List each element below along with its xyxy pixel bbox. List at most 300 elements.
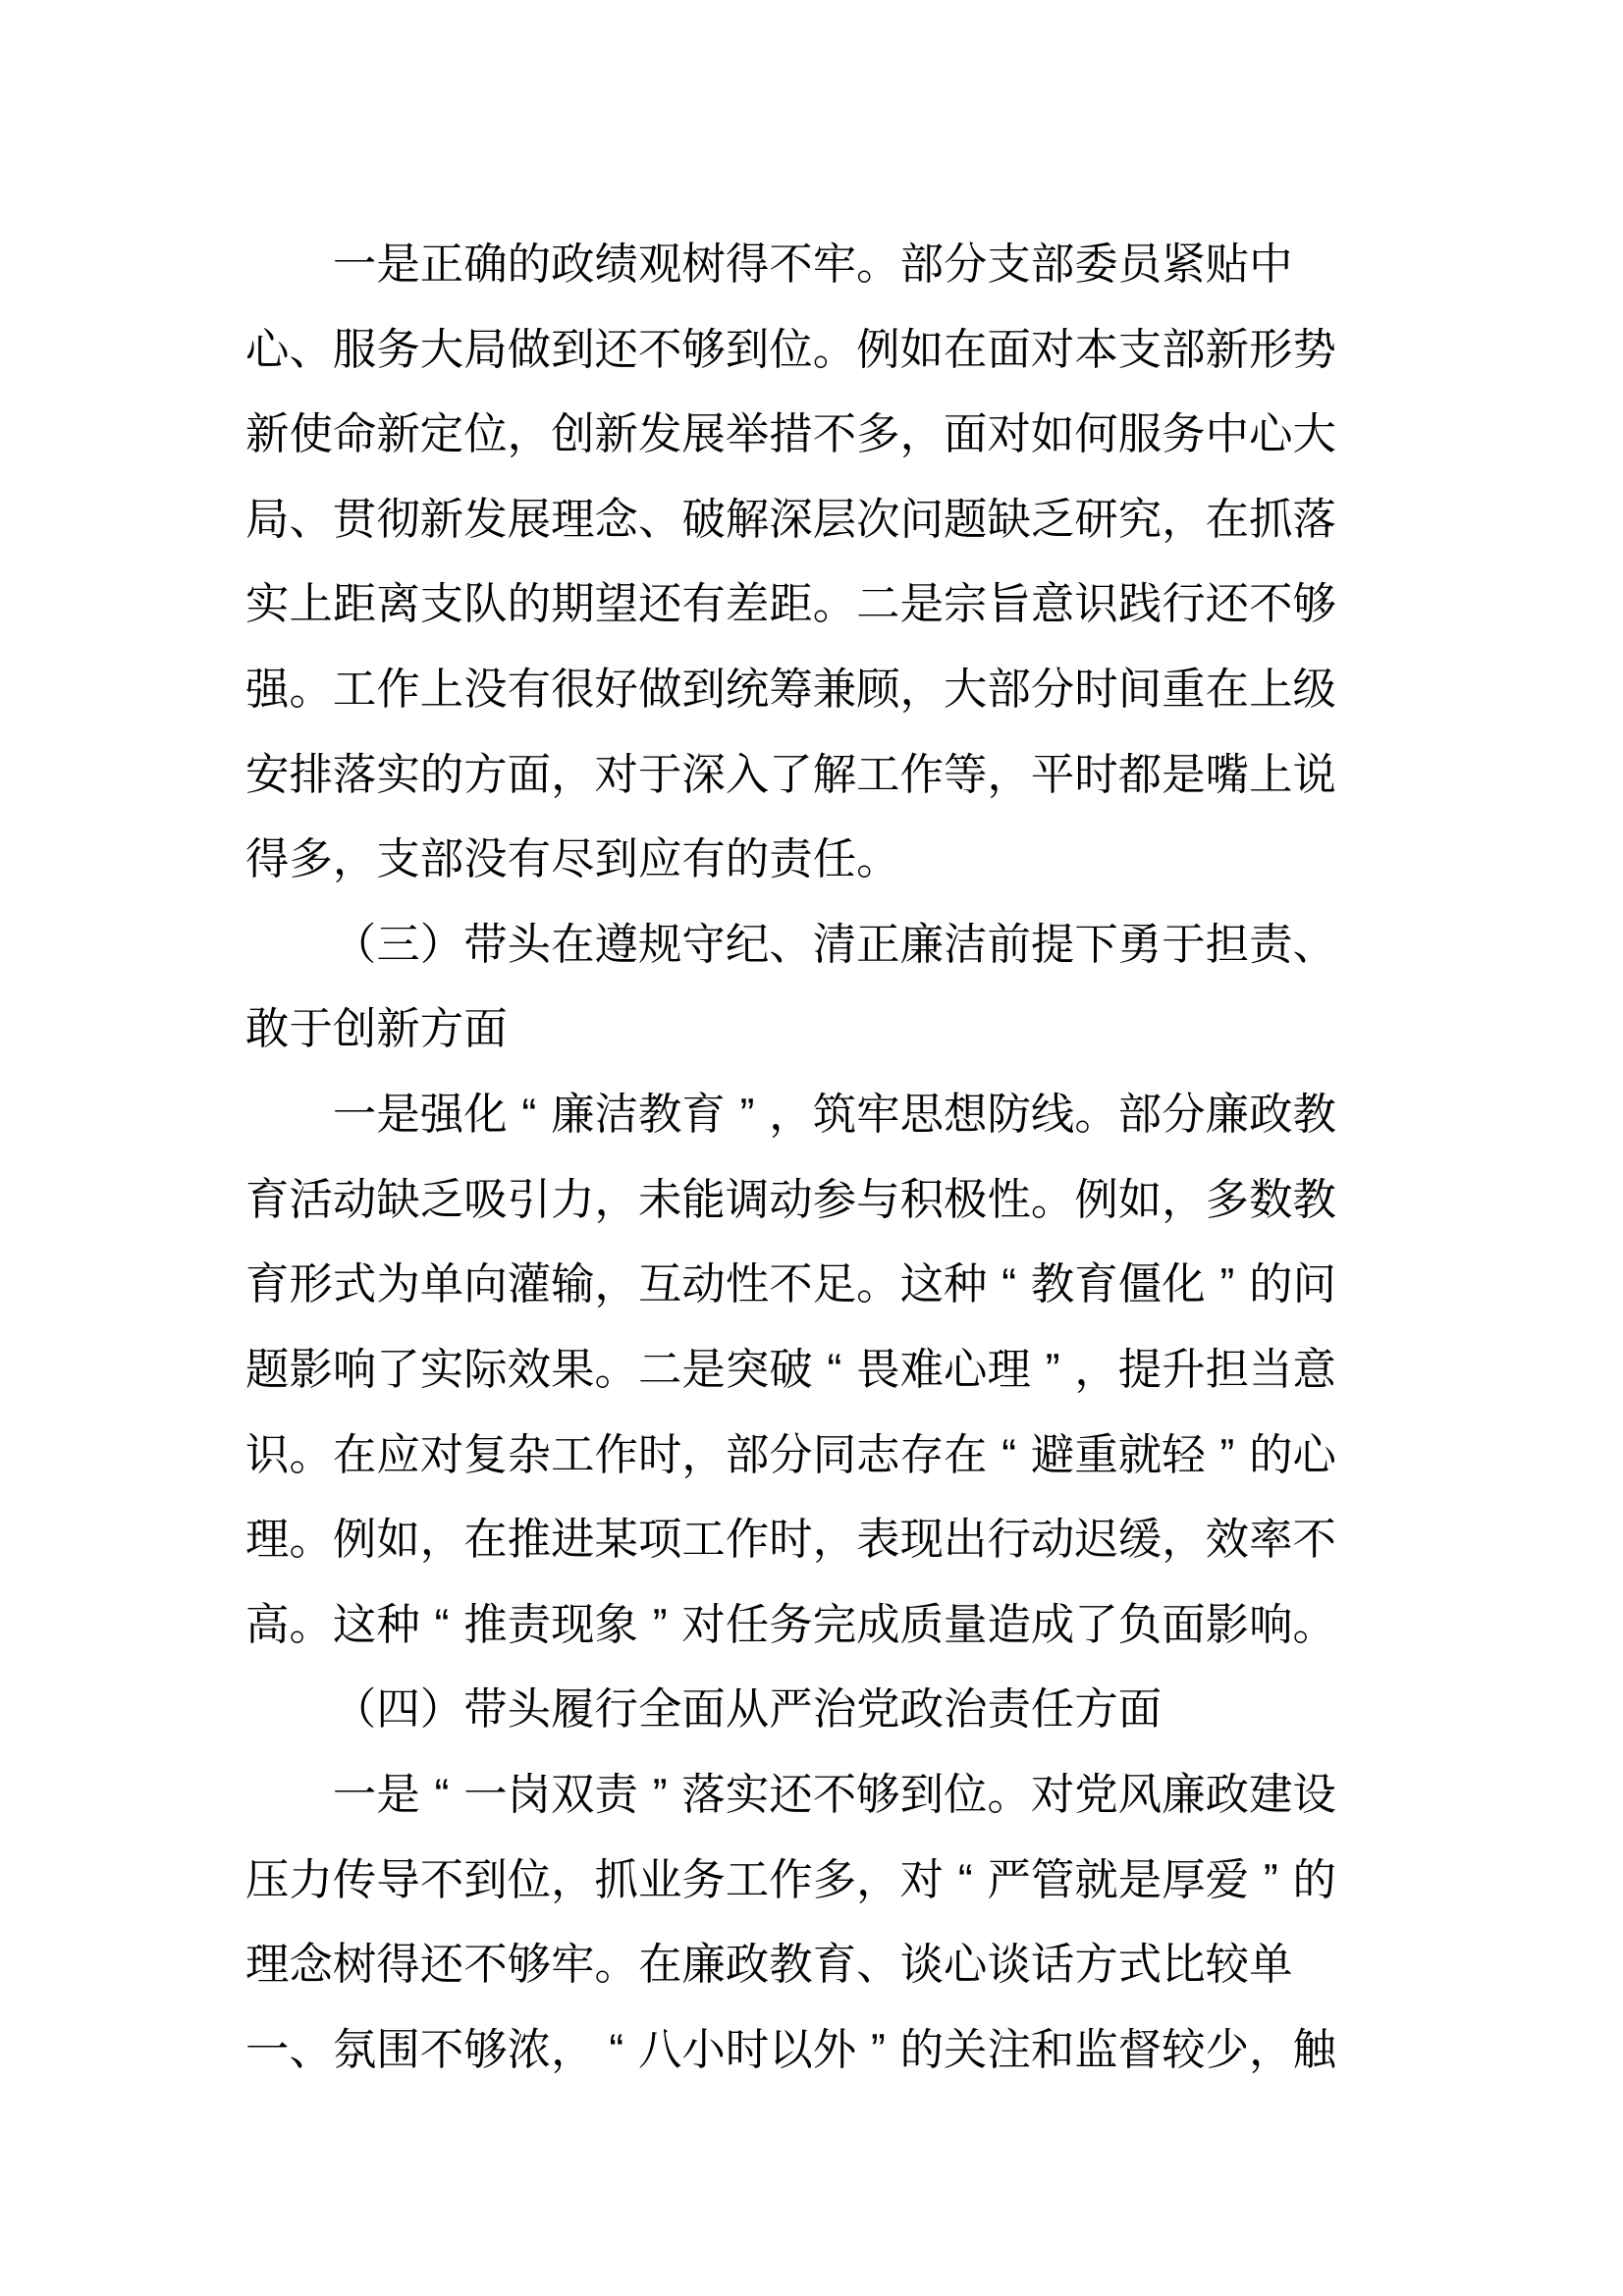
character-cell: 如: [899, 325, 944, 374]
character-cell: 局: [463, 325, 508, 374]
character-cell: ，: [551, 750, 595, 799]
character-cell: 形: [289, 1260, 333, 1309]
character-cell: 抓: [594, 1855, 638, 1904]
character-cell: 吸: [463, 1175, 508, 1224]
character-cell: 。: [289, 1516, 333, 1565]
character-cell: 现: [899, 1516, 944, 1565]
text-line: [245, 1839, 1337, 1924]
character-cell: 筹: [769, 666, 813, 715]
character-cell: 式: [1117, 1941, 1163, 1990]
character-cell: ”: [1219, 1430, 1235, 1479]
character-cell: 。: [856, 1260, 900, 1309]
character-cell: ，: [1074, 1345, 1118, 1394]
character-cell: 中: [1249, 240, 1293, 289]
character-cell: 教: [769, 1941, 813, 1990]
character-cell: 责: [987, 1685, 1031, 1735]
character-cell: 意: [1292, 1345, 1336, 1394]
character-cell: 数: [1249, 1175, 1293, 1224]
document-text-block: [245, 223, 1337, 2093]
character-cell: 监: [1074, 2025, 1118, 2074]
character-cell: 影: [1205, 1600, 1250, 1649]
character-cell: 单: [1249, 1941, 1293, 1990]
character-cell: 责: [594, 1770, 638, 1819]
character-cell: 支: [419, 580, 464, 629]
character-cell: 不: [812, 1770, 857, 1819]
character-cell: 发: [463, 495, 508, 544]
character-cell: 。: [812, 325, 857, 374]
character-cell: 大: [944, 666, 988, 715]
character-cell: 例: [856, 325, 900, 374]
character-cell: 廉: [1205, 1091, 1250, 1140]
character-cell: 升: [1162, 1345, 1206, 1394]
text-line: [245, 223, 1337, 308]
character-cell: 间: [1117, 666, 1163, 715]
character-cell: 督: [1117, 2025, 1163, 2074]
character-cell: 到: [899, 1770, 944, 1819]
character-cell: 。: [289, 666, 333, 715]
character-cell: 行: [594, 1685, 638, 1735]
character-cell: 的: [1249, 1430, 1293, 1479]
character-cell: 效: [507, 1345, 552, 1394]
character-cell: 输: [551, 1260, 595, 1309]
character-cell: 对: [899, 1855, 944, 1904]
character-cell: 是: [376, 240, 420, 289]
character-cell: 。: [594, 1345, 638, 1394]
character-cell: “: [1001, 1430, 1017, 1479]
character-cell: 支: [376, 835, 420, 884]
character-cell: 究: [1117, 495, 1163, 544]
character-cell: 表: [856, 1516, 900, 1565]
character-cell: 足: [812, 1260, 857, 1309]
character-cell: ”: [652, 1770, 668, 1819]
character-cell: 纪: [725, 920, 770, 969]
character-cell: 志: [856, 1430, 900, 1479]
character-cell: 育: [245, 1260, 290, 1309]
character-cell: 理: [245, 1941, 290, 1990]
text-line: [245, 988, 1337, 1073]
character-cell: 筑: [812, 1091, 857, 1140]
character-cell: 造: [987, 1600, 1031, 1649]
character-cell: 较: [1162, 2025, 1206, 2074]
character-cell: 在: [463, 1516, 508, 1565]
character-cell: 、: [769, 920, 813, 969]
character-cell: 不: [419, 1855, 464, 1904]
character-cell: 工: [681, 1516, 726, 1565]
character-cell: 破: [769, 1345, 813, 1394]
character-cell: 不: [769, 1260, 813, 1309]
character-cell: 尽: [551, 835, 595, 884]
character-cell: 三: [376, 920, 420, 969]
character-cell: 得: [245, 835, 290, 884]
character-cell: 缓: [1117, 1516, 1163, 1565]
character-cell: 僵: [1117, 1260, 1163, 1309]
character-cell: ，: [551, 2025, 595, 2074]
character-cell: ，: [1162, 1175, 1206, 1224]
character-cell: 动: [681, 1260, 726, 1309]
character-cell: 存: [899, 1430, 944, 1479]
character-cell: （: [332, 920, 377, 969]
character-cell: 面: [463, 1005, 508, 1054]
character-cell: 支: [987, 240, 1031, 289]
text-line: [245, 308, 1337, 394]
character-cell: 务: [1162, 410, 1206, 459]
character-cell: 乏: [1030, 495, 1075, 544]
text-line: [245, 2008, 1337, 2094]
character-cell: ”: [1263, 1855, 1278, 1904]
character-cell: 能: [681, 1175, 726, 1224]
character-cell: 。: [812, 580, 857, 629]
character-cell: 宗: [944, 580, 988, 629]
character-cell: 的: [419, 750, 464, 799]
character-cell: ”: [1045, 1345, 1060, 1394]
character-cell: 比: [1162, 1941, 1206, 1990]
character-cell: 想: [944, 1091, 988, 1140]
text-line: [245, 478, 1337, 563]
character-cell: 、: [289, 495, 333, 544]
text-line: [245, 1668, 1337, 1753]
character-cell: 部: [899, 240, 944, 289]
text-line: [245, 1414, 1337, 1499]
character-cell: 部: [1162, 325, 1206, 374]
character-cell: 紧: [1162, 240, 1206, 289]
character-cell: 工: [551, 1430, 595, 1479]
text-line: [245, 1498, 1337, 1583]
character-cell: 二: [637, 1345, 682, 1394]
character-cell: 上: [289, 580, 333, 629]
character-cell: 到: [594, 835, 638, 884]
character-cell: 为: [376, 1260, 420, 1309]
character-cell: 实: [376, 750, 420, 799]
character-cell: 二: [856, 580, 900, 629]
character-cell: 设: [1292, 1770, 1336, 1819]
character-cell: 一: [332, 1770, 377, 1819]
character-cell: 是: [1162, 750, 1206, 799]
character-cell: 上: [1249, 750, 1293, 799]
character-cell: 完: [812, 1600, 857, 1649]
text-line: [245, 1923, 1337, 2008]
character-cell: 措: [769, 410, 813, 459]
character-cell: 果: [551, 1345, 595, 1394]
character-cell: 参: [812, 1175, 857, 1224]
character-cell: 是: [376, 1091, 420, 1140]
character-cell: 种: [376, 1600, 420, 1649]
character-cell: 推: [463, 1600, 508, 1649]
character-cell: 厚: [1162, 1855, 1206, 1904]
character-cell: 上: [419, 666, 464, 715]
character-cell: 效: [1205, 1516, 1250, 1565]
character-cell: 互: [637, 1260, 682, 1309]
character-cell: 作: [725, 1516, 770, 1565]
character-cell: 彻: [376, 495, 420, 544]
character-cell: 引: [507, 1175, 552, 1224]
character-cell: 对: [419, 1430, 464, 1479]
character-cell: 遵: [594, 920, 638, 969]
character-cell: 成: [856, 1600, 900, 1649]
character-cell: 够: [681, 325, 726, 374]
character-cell: 际: [463, 1345, 508, 1394]
character-cell: 作: [899, 750, 944, 799]
character-cell: 了: [769, 750, 813, 799]
character-cell: 次: [856, 495, 900, 544]
character-cell: 关: [944, 2025, 988, 2074]
character-cell: 压: [245, 1855, 290, 1904]
character-cell: 务: [376, 325, 420, 374]
character-cell: 不: [812, 410, 857, 459]
character-cell: 够: [1292, 580, 1336, 629]
character-cell: ，: [899, 410, 944, 459]
character-cell: 在: [944, 1430, 988, 1479]
character-cell: “: [1001, 1260, 1017, 1309]
character-cell: ”: [739, 1091, 755, 1140]
character-cell: 大: [1292, 410, 1336, 459]
character-cell: 理: [245, 1516, 290, 1565]
character-cell: 的: [1249, 1260, 1293, 1309]
character-cell: 四: [376, 1685, 420, 1735]
character-cell: 于: [637, 750, 682, 799]
character-cell: 中: [1205, 410, 1250, 459]
character-cell: 带: [463, 1685, 508, 1735]
character-cell: 性: [987, 1175, 1031, 1224]
character-cell: 负: [1117, 1600, 1163, 1649]
character-cell: 方: [1074, 1685, 1118, 1735]
character-cell: 上: [1249, 666, 1293, 715]
character-cell: 力: [289, 1855, 333, 1904]
character-cell: 不: [769, 240, 813, 289]
character-cell: 。: [1292, 1600, 1336, 1649]
character-cell: 质: [899, 1600, 944, 1649]
character-cell: 研: [1074, 495, 1118, 544]
character-cell: 以: [769, 2025, 813, 2074]
character-cell: 教: [1292, 1091, 1336, 1140]
paragraph: [245, 1073, 1337, 1668]
character-cell: 念: [289, 1941, 333, 1990]
character-cell: 心: [1292, 1430, 1336, 1479]
character-cell: 理: [551, 495, 595, 544]
character-cell: 注: [987, 2025, 1031, 2074]
character-cell: 难: [899, 1345, 944, 1394]
text-line: [245, 648, 1337, 733]
character-cell: 在: [637, 1941, 682, 1990]
character-cell: 推: [507, 1516, 552, 1565]
character-cell: 部: [987, 666, 1031, 715]
character-cell: 展: [507, 495, 552, 544]
character-cell: 这: [332, 1600, 377, 1649]
character-cell: 谈: [899, 1941, 944, 1990]
character-cell: 有: [507, 835, 552, 884]
character-cell: 项: [637, 1516, 682, 1565]
character-cell: 没: [463, 666, 508, 715]
character-cell: 还: [419, 1941, 464, 1990]
character-cell: 重: [1074, 1430, 1118, 1479]
character-cell: 在: [332, 1430, 377, 1479]
character-cell: 现: [551, 1600, 595, 1649]
character-cell: “: [434, 1770, 450, 1819]
character-cell: 围: [376, 2025, 420, 2074]
character-cell: 牢: [551, 1941, 595, 1990]
character-cell: 层: [812, 495, 857, 544]
character-cell: 使: [289, 410, 333, 459]
character-cell: 某: [594, 1516, 638, 1565]
character-cell: 部: [1117, 1091, 1163, 1140]
character-cell: 岗: [507, 1770, 552, 1819]
character-cell: 廉: [551, 1091, 595, 1140]
character-cell: 势: [1292, 325, 1336, 374]
character-cell: 差: [725, 580, 770, 629]
character-cell: 说: [1292, 750, 1336, 799]
character-cell: 在: [1205, 495, 1250, 544]
character-cell: 平: [1030, 750, 1075, 799]
character-cell: 心: [944, 1345, 988, 1394]
character-cell: 出: [944, 1516, 988, 1565]
character-cell: “: [827, 1345, 842, 1394]
text-line: [245, 562, 1337, 648]
character-cell: 单: [419, 1260, 464, 1309]
character-cell: 行: [1162, 580, 1206, 629]
character-cell: 务: [681, 1855, 726, 1904]
text-line: [245, 393, 1337, 478]
character-cell: 化: [1162, 1260, 1206, 1309]
character-cell: 得: [725, 240, 770, 289]
character-cell: 识: [245, 1430, 290, 1479]
character-cell: 行: [987, 1516, 1031, 1565]
character-cell: 线: [1030, 1091, 1075, 1140]
character-cell: 如: [376, 1516, 420, 1565]
character-cell: 对: [594, 750, 638, 799]
character-cell: 育: [681, 1091, 726, 1140]
character-cell: 牢: [812, 240, 857, 289]
character-cell: 政: [1205, 1770, 1250, 1819]
character-cell: 局: [245, 495, 290, 544]
character-cell: 本: [1074, 325, 1118, 374]
character-cell: 多: [289, 835, 333, 884]
character-cell: ）: [419, 1685, 464, 1735]
character-cell: 一: [332, 240, 377, 289]
character-cell: 的: [507, 240, 552, 289]
character-cell: 牢: [856, 1091, 900, 1140]
character-cell: 例: [332, 1516, 377, 1565]
character-cell: 建: [1249, 1770, 1293, 1819]
character-cell: 多: [812, 1855, 857, 1904]
character-cell: 新: [594, 410, 638, 459]
character-cell: 深: [769, 495, 813, 544]
character-cell: 正: [856, 920, 900, 969]
character-cell: 位: [507, 1855, 552, 1904]
character-cell: 当: [1249, 1345, 1293, 1394]
text-line: [245, 903, 1337, 988]
character-cell: 规: [637, 920, 682, 969]
character-cell: ，: [419, 1516, 464, 1565]
character-cell: 育: [245, 1175, 290, 1224]
character-cell: 问: [1292, 1260, 1336, 1309]
character-cell: 少: [1205, 2025, 1250, 2074]
character-cell: 带: [463, 920, 508, 969]
character-cell: 。: [987, 1770, 1031, 1819]
character-cell: 不: [419, 2025, 464, 2074]
character-cell: 落: [1292, 495, 1336, 544]
character-cell: “: [957, 1855, 973, 1904]
character-cell: 导: [376, 1855, 420, 1904]
character-cell: 到: [681, 666, 726, 715]
character-cell: 不: [637, 325, 682, 374]
character-cell: 话: [1030, 1941, 1075, 1990]
character-cell: 力: [551, 1175, 595, 1224]
character-cell: 做: [637, 666, 682, 715]
character-cell: 是: [899, 580, 944, 629]
character-cell: 性: [725, 1260, 770, 1309]
character-cell: 新: [376, 410, 420, 459]
character-cell: 就: [1117, 1430, 1163, 1479]
character-cell: ，: [594, 1175, 638, 1224]
character-cell: 贯: [332, 495, 377, 544]
character-cell: 育: [1074, 1260, 1118, 1309]
character-cell: 统: [725, 666, 770, 715]
character-cell: 时: [725, 2025, 770, 2074]
character-cell: ，: [856, 1855, 900, 1904]
character-cell: 面: [1162, 1600, 1206, 1649]
character-cell: 、: [289, 325, 333, 374]
character-cell: 时: [769, 1516, 813, 1565]
character-cell: 面: [944, 410, 988, 459]
character-cell: 化: [463, 1091, 508, 1140]
character-cell: 展: [681, 410, 726, 459]
character-cell: 育: [812, 1941, 857, 1990]
character-cell: ，: [987, 750, 1031, 799]
character-cell: 廉: [899, 920, 944, 969]
character-cell: 定: [419, 410, 464, 459]
character-cell: 树: [332, 1941, 377, 1990]
character-cell: 调: [725, 1175, 770, 1224]
character-cell: 担: [1205, 1345, 1250, 1394]
character-cell: 这: [899, 1260, 944, 1309]
character-cell: 没: [463, 835, 508, 884]
character-cell: 识: [1074, 580, 1118, 629]
character-cell: 、: [1292, 920, 1336, 969]
character-cell: 任: [812, 835, 857, 884]
character-cell: 够: [856, 1770, 900, 1819]
paragraph: [245, 1753, 1337, 2093]
character-cell: 如: [1030, 410, 1075, 459]
character-cell: ”: [870, 2025, 886, 2074]
character-cell: 头: [507, 920, 552, 969]
character-cell: 形: [1249, 325, 1293, 374]
paragraph: [245, 903, 1337, 1073]
character-cell: 缺: [376, 1175, 420, 1224]
character-cell: 够: [507, 1941, 552, 1990]
character-cell: 严: [769, 1685, 813, 1735]
character-cell: “: [434, 1600, 450, 1649]
character-cell: 位: [944, 1770, 988, 1819]
character-cell: 正: [419, 240, 464, 289]
character-cell: 工: [332, 666, 377, 715]
character-cell: 多: [1205, 1175, 1250, 1224]
character-cell: ，: [332, 835, 377, 884]
character-cell: 一: [463, 1770, 508, 1819]
character-cell: 高: [245, 1600, 290, 1649]
character-cell: 在: [1205, 666, 1250, 715]
character-cell: 复: [463, 1430, 508, 1479]
character-cell: ，: [1162, 1516, 1206, 1565]
character-cell: 。: [289, 1600, 333, 1649]
character-cell: 教: [1292, 1175, 1336, 1224]
character-cell: 时: [1074, 666, 1118, 715]
character-cell: 提: [1117, 1345, 1163, 1394]
character-cell: 未: [637, 1175, 682, 1224]
character-cell: 时: [637, 1430, 682, 1479]
character-cell: ”: [1219, 1260, 1235, 1309]
character-cell: 分: [769, 1430, 813, 1479]
character-cell: 应: [637, 835, 682, 884]
character-cell: 念: [594, 495, 638, 544]
